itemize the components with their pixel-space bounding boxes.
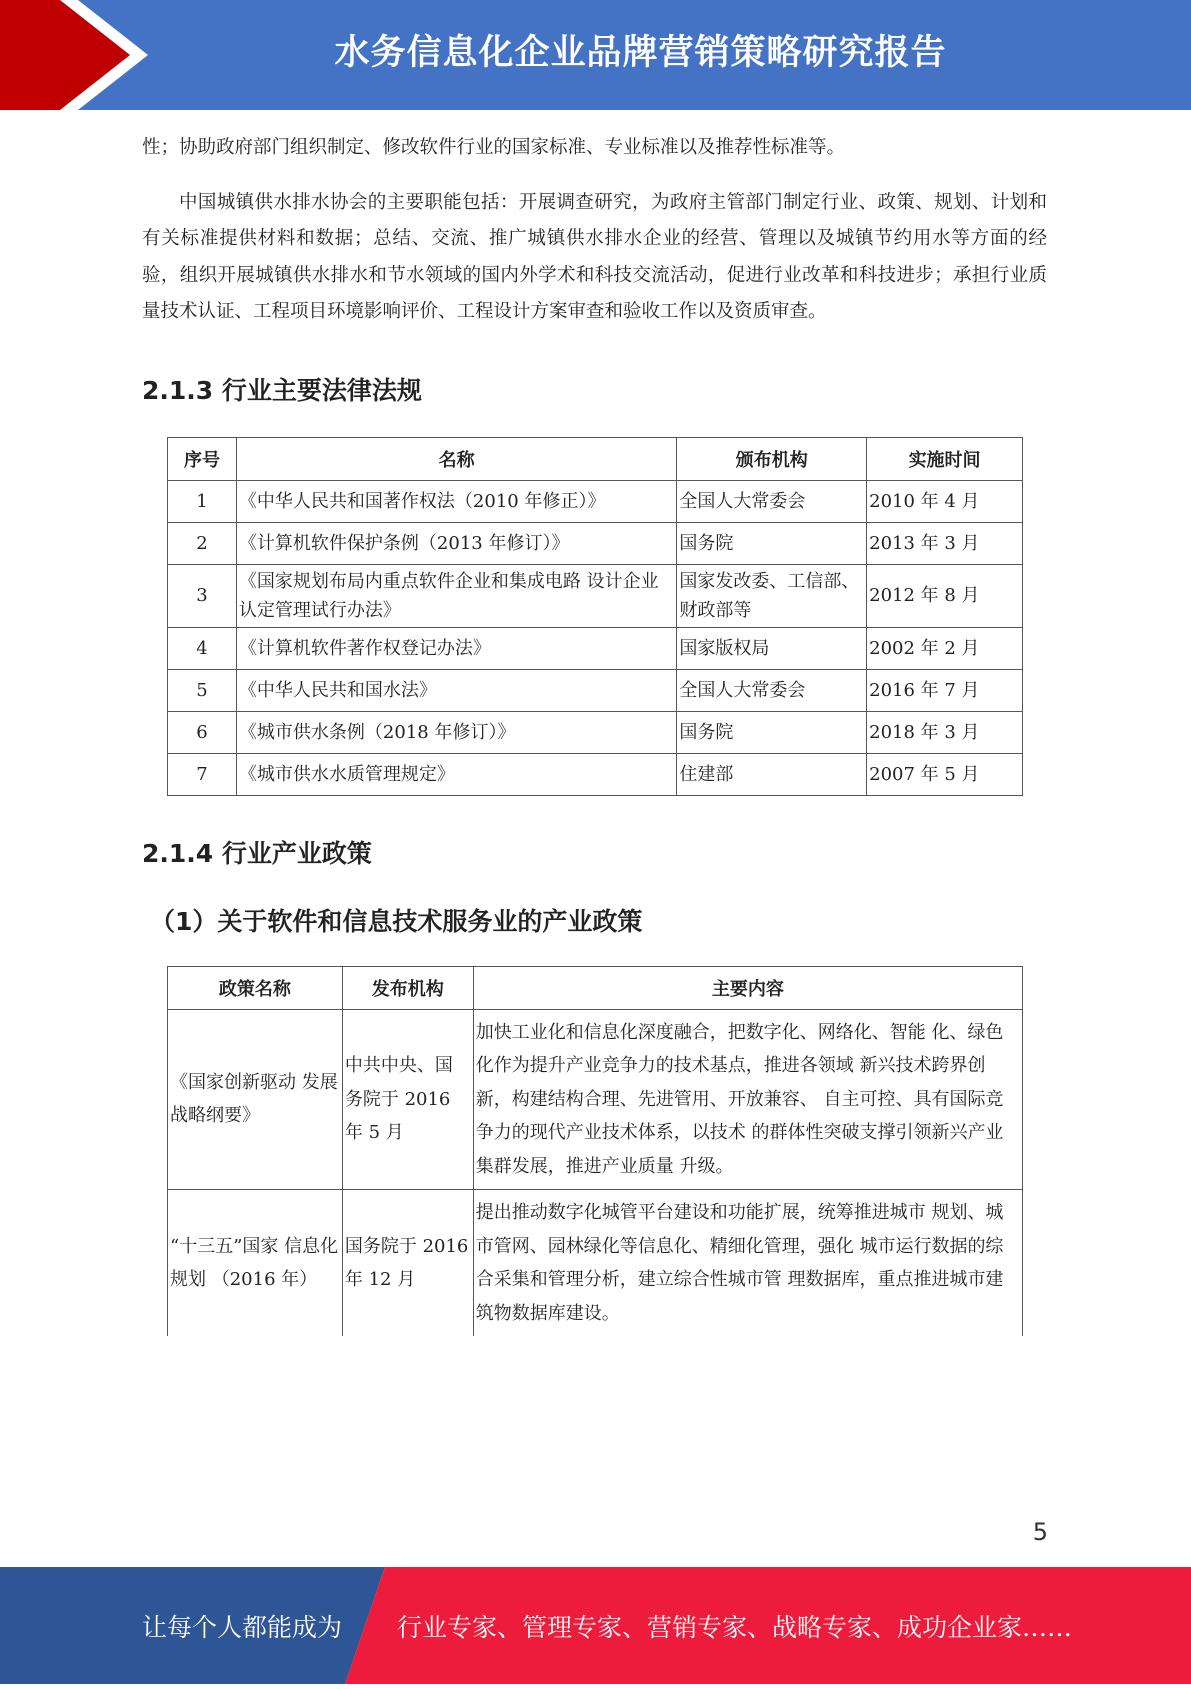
cell-org: 全国人大常委会 (677, 480, 867, 522)
laws-table (167, 437, 1023, 796)
page-number: 5 (1032, 1518, 1048, 1546)
laws-table-header (168, 437, 1023, 480)
table-row (168, 1009, 1023, 1190)
report-title: 水务信息化企业品牌营销策略研究报告 (334, 33, 947, 73)
cell-no: 7 (168, 753, 237, 795)
subsection-heading-software-policy: （1）关于软件和信息技术服务业的产业政策 (150, 906, 643, 936)
table-row (168, 711, 1023, 753)
cell-org: 全国人大常委会 (677, 669, 867, 711)
cell-date: 2013 年 3 月 (867, 522, 1023, 564)
cell-policy-name: 《国家创新驱动 发展战略纲要》 (168, 1009, 343, 1190)
cell-org: 国务院 (677, 522, 867, 564)
table-row (168, 564, 1023, 627)
cell-name: 《国家规划布局内重点软件企业和集成电路 设计企业认定管理试行办法》 (236, 564, 676, 627)
section-heading-213: 2.1.3 行业主要法律法规 (142, 375, 422, 405)
cell-name: 《计算机软件著作权登记办法》 (236, 627, 676, 669)
cell-date: 2016 年 7 月 (867, 669, 1023, 711)
cell-no: 6 (168, 711, 237, 753)
footer-slogan-left: 让每个人都能成为 (142, 1613, 343, 1642)
cell-content: 加快工业化和信息化深度融合，把数字化、网络化、智能 化、绿色化作为提升产业竞争力的技术基点，推进各领域 新兴技术跨界创新，构建结构合理、先进管用、开放兼容、 自主可控、具有国际竞争力的现代产业技术体系，以技术 的群体性突破支撑引领新兴产业集群发展，推进产业质量 升级。 (473, 1009, 1022, 1190)
cell-publisher: 国务院于 2016 年 12 月 (342, 1190, 473, 1337)
cell-name: 《中华人民共和国著作权法（2010 年修正）》 (236, 480, 676, 522)
column-header-date: 实施时间 (867, 437, 1023, 480)
column-header-policy-name: 政策名称 (168, 966, 343, 1009)
table-row (168, 753, 1023, 795)
cell-no: 2 (168, 522, 237, 564)
column-header-content: 主要内容 (473, 966, 1022, 1009)
table-row (168, 480, 1023, 522)
column-header-no: 序号 (168, 437, 237, 480)
table-row (168, 627, 1023, 669)
cell-date: 2010 年 4 月 (867, 480, 1023, 522)
red-chevron-icon (0, 0, 160, 110)
table-row (168, 669, 1023, 711)
cell-no: 5 (168, 669, 237, 711)
cell-name: 《中华人民共和国水法》 (236, 669, 676, 711)
cell-no: 3 (168, 564, 237, 627)
cell-org: 国家版权局 (677, 627, 867, 669)
cell-date: 2007 年 5 月 (867, 753, 1023, 795)
page-footer (0, 1567, 1191, 1684)
page-header (0, 0, 1191, 110)
cell-policy-name: “十三五”国家 信息化规划 （2016 年） (168, 1190, 343, 1337)
page-content (142, 130, 1047, 1336)
cell-org: 国家发改委、工信部、财政部等 (677, 564, 867, 627)
table-row (168, 522, 1023, 564)
section-heading-214: 2.1.4 行业产业政策 (142, 838, 372, 868)
cell-date: 2002 年 2 月 (867, 627, 1023, 669)
cell-date: 2018 年 3 月 (867, 711, 1023, 753)
policies-table-header (168, 966, 1023, 1009)
cell-content: 提出推动数字化城管平台建设和功能扩展，统筹推进城市 规划、城市管网、园林绿化等信息化、精细化管理，强化 城市运行数据的综合采集和管理分析，建立综合性城市管 理数据库，重点推进城市建筑物数据库建设。 (473, 1190, 1022, 1337)
cell-date: 2012 年 8 月 (867, 564, 1023, 627)
paragraph-association-functions: 中国城镇供水排水协会的主要职能包括：开展调查研究，为政府主管部门制定行业、政策、规划、计划和有关标准提供材料和数据；总结、交流、推广城镇供水排水企业的经营、管理以及城镇节约用水等方面的经验，组织开展城镇供水排水和节水领域的国内外学术和科技交流活动，促进行业改革和科技进步；承担行业质量技术认证、工程项目环境影响评价、工程设计方案审查和验收工作以及资质审查。 (142, 191, 1047, 322)
column-header-org: 颁布机构 (677, 437, 867, 480)
footer-slogan-right: 行业专家、管理专家、营销专家、战略专家、成功企业家…… (397, 1613, 1073, 1642)
cell-name: 《计算机软件保护条例（2013 年修订）》 (236, 522, 676, 564)
policies-table (167, 966, 1023, 1337)
column-header-name: 名称 (236, 437, 676, 480)
cell-no: 4 (168, 627, 237, 669)
cell-no: 1 (168, 480, 237, 522)
cell-name: 《城市供水条例（2018 年修订）》 (236, 711, 676, 753)
column-header-publisher: 发布机构 (342, 966, 473, 1009)
cell-org: 住建部 (677, 753, 867, 795)
cell-org: 国务院 (677, 711, 867, 753)
cell-publisher: 中共中央、国务院于 2016 年 5 月 (342, 1009, 473, 1190)
cell-name: 《城市供水水质管理规定》 (236, 753, 676, 795)
table-row (168, 1190, 1023, 1337)
paragraph-continued: 性；协助政府部门组织制定、修改软件行业的国家标准、专业标准以及推荐性标准等。 (142, 137, 846, 158)
